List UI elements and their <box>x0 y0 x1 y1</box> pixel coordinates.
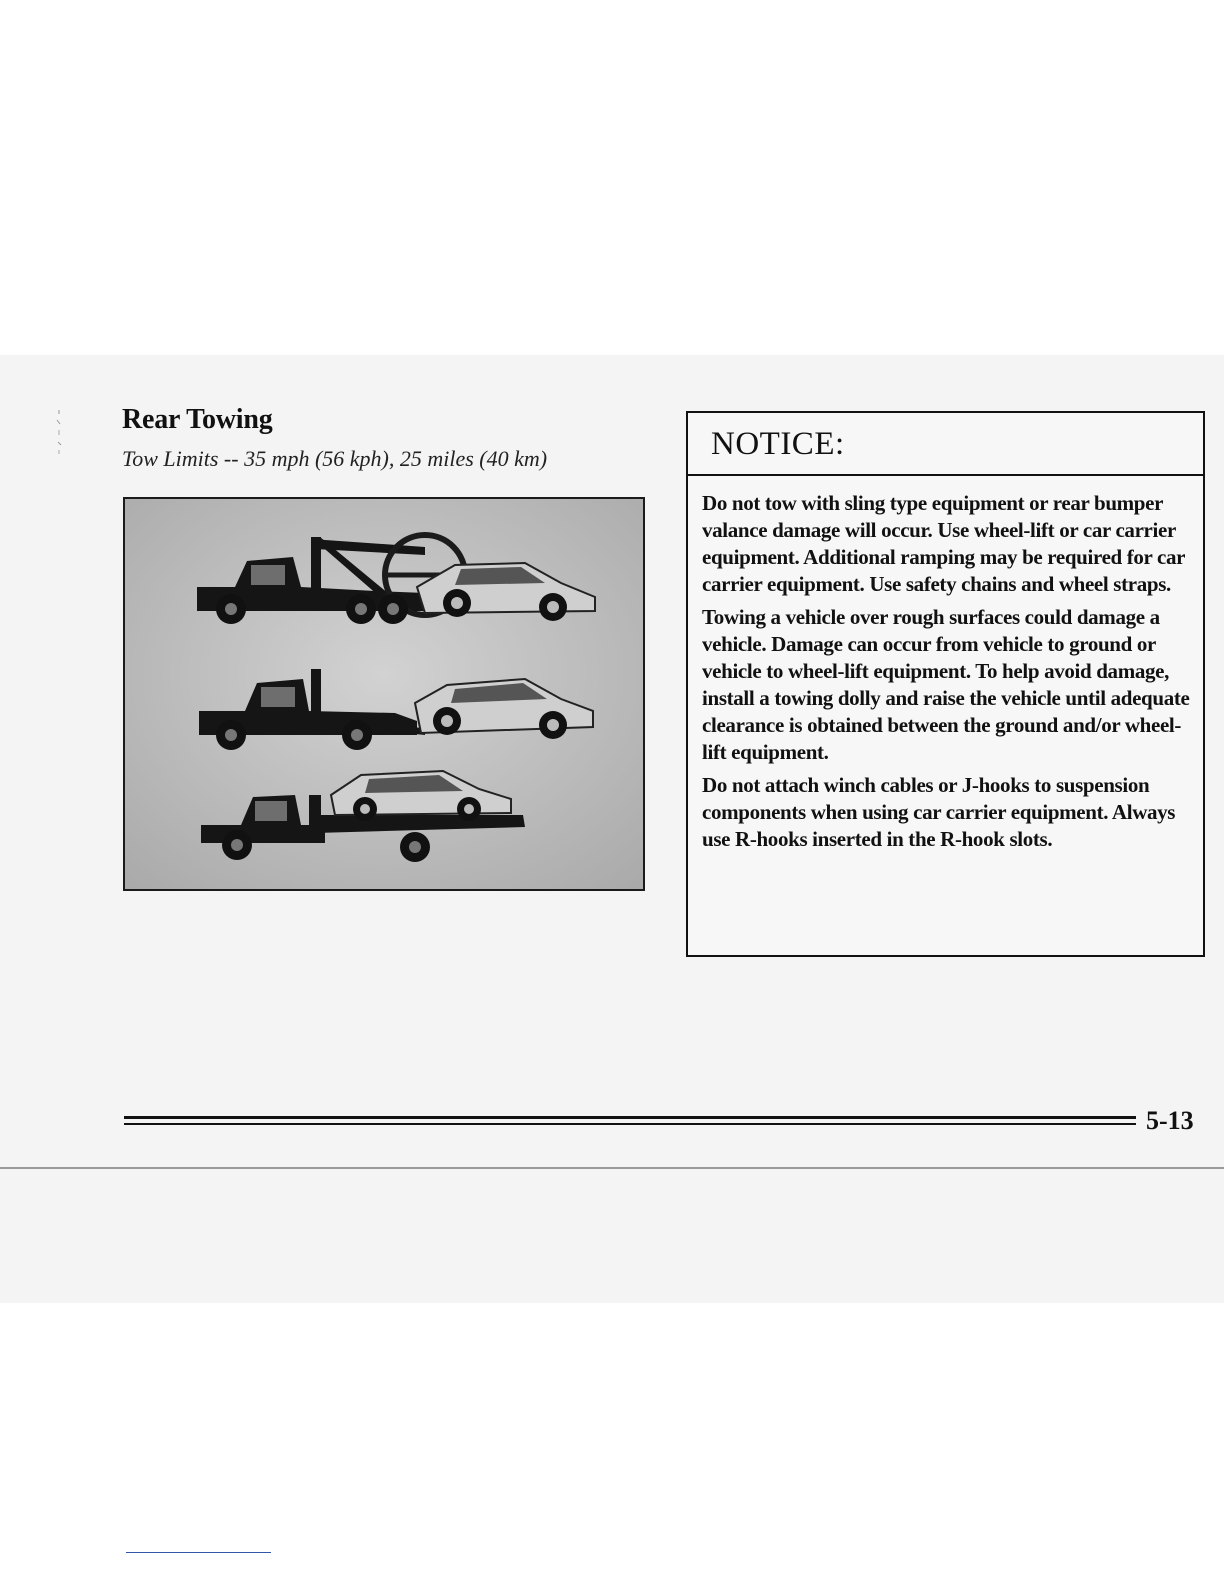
rear-towing-illustration <box>123 497 645 891</box>
notice-body <box>688 476 1203 853</box>
margin-marks <box>54 408 64 458</box>
section-title: Rear Towing <box>122 404 273 435</box>
bottom-underline <box>126 1552 271 1553</box>
page-number: 5-13 <box>1146 1106 1194 1135</box>
scan-edge-line <box>0 1167 1224 1169</box>
tow-trucks-illustration <box>125 499 643 889</box>
notice-heading: NOTICE: <box>688 413 1203 476</box>
tow-limits-text: Tow Limits -- 35 mph (56 kph), 25 miles (40 km) <box>122 446 548 471</box>
notice-box <box>686 411 1205 957</box>
notice-paragraph-rough-surfaces: Towing a vehicle over rough surfaces could damage a vehicle. Damage can occur from vehicle to ground or vehicle to wheel-lift equipment. To help avoid damage, install a towing dolly and raise the vehicle until adequate clearance is obtained between the ground and/or wheel-lift equipment. <box>702 605 1190 764</box>
notice-paragraph-sling: Do not tow with sling type equipment or rear bumper valance damage will occur. Use wheel-lift or car carrier equipment. Additional ramping may be required for car carrier equipment. Use safety chains and wheel straps. <box>702 491 1185 596</box>
footer-rule <box>124 1116 1136 1126</box>
notice-paragraph-winch-cables: Do not attach winch cables or J-hooks to suspension components when using car carrier equipment. Always use R-hooks inserted in the R-hook slots. <box>702 773 1176 851</box>
